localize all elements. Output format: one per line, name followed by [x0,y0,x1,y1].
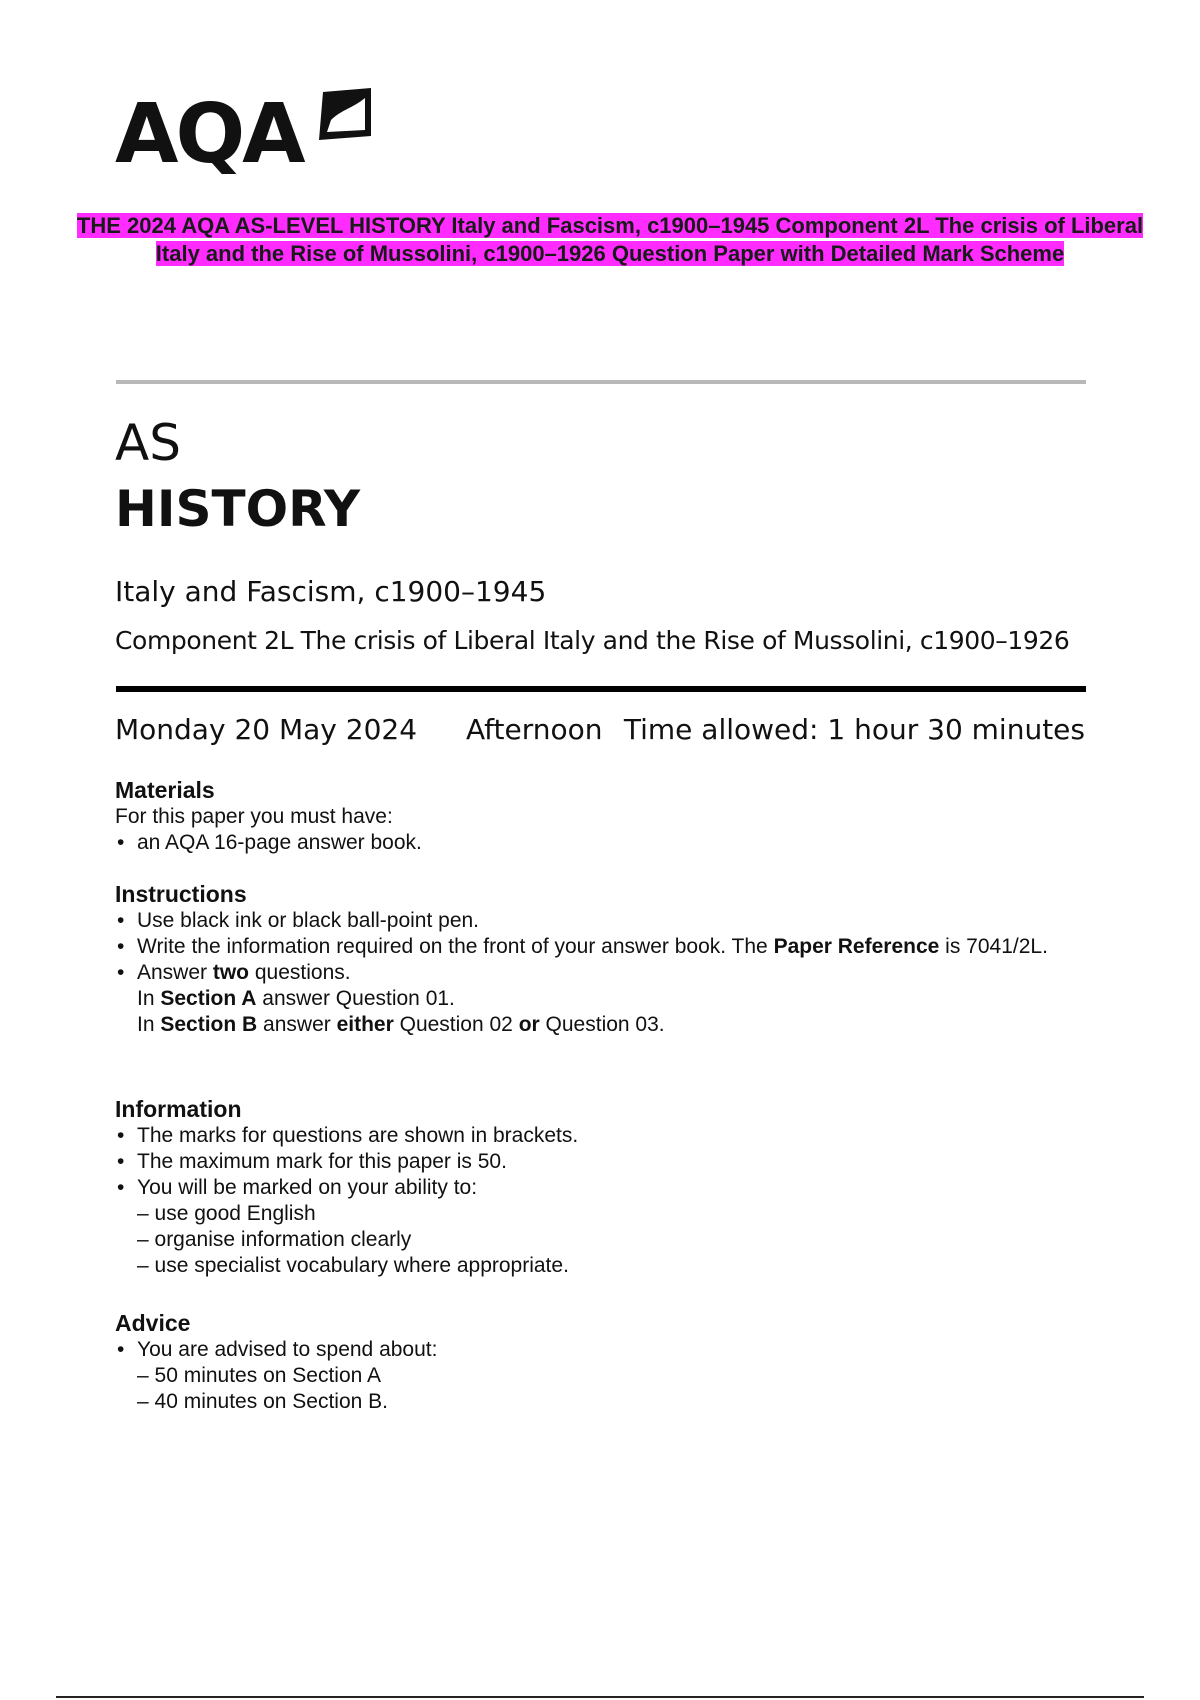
materials-section [115,776,1115,856]
bullet-icon: • [117,1176,125,1199]
bullet-icon: • [117,961,125,984]
component-title: Component 2L The crisis of Liberal Italy and the Rise of Mussolini, c1900–1926 [115,626,1070,655]
divider-grey [116,380,1086,384]
exam-details-row [115,710,1085,750]
bullet-icon: • [117,831,125,854]
document-title-banner [70,212,1150,268]
list-item: • The maximum mark for this paper is 50. [117,1150,507,1173]
exam-date: Monday 20 May 2024 [115,713,418,746]
bullet-icon: • [117,1124,125,1147]
list-item: • Use black ink or black ball-point pen. [117,909,480,932]
instructions-section [115,880,1115,1038]
bullet-icon: • [117,935,125,958]
aqa-flag-logo-icon [313,86,373,144]
materials-lead: For this paper you must have: [115,805,393,828]
instructions-list [115,908,1115,1038]
time-allowed: Time allowed: 1 hour 30 minutes [623,713,1085,746]
list-item: • You are advised to spend about: – 50 minutes on Section A – 40 minutes on Section B. [115,1337,1115,1415]
advice-list [115,1337,1115,1415]
paper-title: Italy and Fascism, c1900–1945 [115,575,547,608]
bullet-icon: • [117,1150,125,1173]
footer-rule [56,1696,1144,1698]
subject-title: HISTORY [115,480,361,538]
sub-list-item: – use specialist vocabulary where appropriate. [137,1254,569,1277]
information-heading: Information [115,1096,242,1122]
divider-black [116,686,1086,692]
list-item: • an AQA 16-page answer book. [117,831,422,854]
instructions-heading: Instructions [115,881,247,907]
advice-heading: Advice [115,1310,191,1336]
qualification-level: AS [115,414,181,472]
list-item: • Answer two questions. In Section A answer Question 01. In Section B answer either Question 02 or Question 03. [115,960,1115,1038]
sub-list-item: – 40 minutes on Section B. [137,1390,388,1413]
information-list [115,1123,1115,1279]
advice-section [115,1309,1115,1415]
list-item: • The marks for questions are shown in brackets. [117,1124,579,1147]
logo-text: AQA [115,87,303,182]
banner-text: THE 2024 AQA AS-LEVEL HISTORY Italy and Fascism, c1900–1945 Component 2L The crisis of Liberal Italy and the Rise of Mussolini, c1900–1926 Question Paper with Detailed Mark Scheme [76,213,1144,266]
paper-reference-label: Paper Reference [773,935,940,958]
list-item: • Write the information required on the front of your answer book. The Paper Reference is 7041/2L. [117,935,1048,958]
sub-list-item: – organise information clearly [137,1228,412,1251]
information-section [115,1095,1115,1279]
aqa-logo [115,86,375,181]
bullet-icon: • [117,909,125,932]
bullet-icon: • [117,1338,125,1361]
sub-list-item: – 50 minutes on Section A [137,1364,381,1387]
section-b-instruction: In Section B answer either Question 02 or Question 03. [137,1013,665,1036]
materials-list [115,830,1115,856]
list-item: • You will be marked on your ability to: – use good English – organise information clearly – use specialist vocabulary where appropriate. [115,1175,1115,1279]
section-a-instruction: In Section A answer Question 01. [137,987,455,1010]
materials-heading: Materials [115,777,215,803]
sub-list-item: – use good English [137,1202,316,1225]
exam-session: Afternoon [466,713,603,746]
